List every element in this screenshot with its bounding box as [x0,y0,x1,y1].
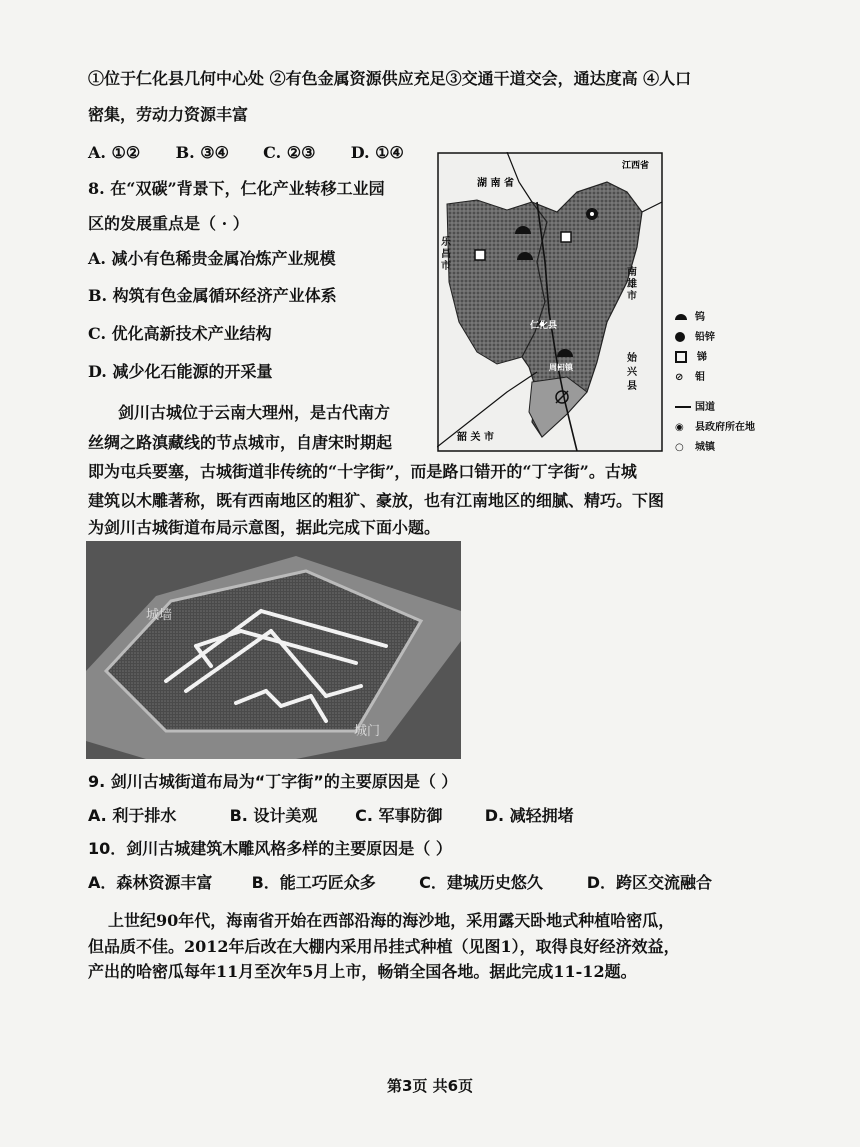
passage1-line2: 丝绸之路滇藏线的节点城市，自唐宋时期起 [88,433,393,452]
passage2-line2: 但品质不佳。2012年后改在大棚内采用吊挂式种植（见图1），取得良好经济效益， [88,937,680,956]
legend-lead-zinc: 铅锌 [675,328,755,348]
q7-statement-line2: 密集，劳动力资源丰富 [88,105,249,124]
q9-option-b[interactable]: B. 设计美观 [229,806,318,825]
q9-options [88,805,574,827]
legend-tungsten: 钨 [675,308,755,328]
map-label-lechang: 乐昌市 [441,237,451,272]
q7-statement-line1: ①位于仁化县几何中心处 ②有色金属资源供应充足③交通干道交会，通达度高 ④人口 [88,69,692,88]
q8-stem-line2: 区的发展重点是（ · ） [88,214,249,233]
renhua-county-map [437,152,767,452]
q10-option-d[interactable]: D．跨区交流融合 [586,873,713,892]
q10-option-b[interactable]: B．能工巧匠众多 [251,873,376,892]
q8-stem-line1: 8. 在“双碳”背景下，仁化产业转移工业园 [88,179,385,198]
q9-option-c[interactable]: C. 军事防御 [355,806,443,825]
q9-option-a[interactable]: A. 利于排水 [88,806,177,825]
q7-option-c[interactable]: C. ②③ [263,143,316,162]
map-label-shaoguan: 韶 关 市 [457,432,494,443]
legend-county-seat: ◉ 县政府所在地 [675,422,755,433]
q8-option-c[interactable]: C. 优化高新技术产业结构 [88,324,272,343]
passage2-line3: 产出的哈密瓜每年11月至次年5月上市，畅销全国各地。据此完成11-12题。 [88,962,637,981]
antimony-icon [475,250,485,260]
q8-option-a[interactable]: A. 减小有色稀贵金属冶炼产业规模 [88,249,336,268]
map-legend [675,308,755,458]
q7-option-d[interactable]: D. ①④ [350,143,404,162]
page-footer: 第3页 共6页 [386,1077,474,1095]
q7-options [88,142,404,164]
passage1-line3: 即为屯兵要塞，古城街道非传统的“十字街”，而是路口错开的“丁字街”。古城 [88,462,637,481]
photo-label-wall: 城墙 [146,608,173,623]
street-layout-svg [86,541,461,759]
q7-option-a[interactable]: A. ①② [88,143,141,162]
legend-molybdenum: ⊘ 钼 [675,372,705,383]
q10-option-a[interactable]: A．森林资源丰富 [88,873,213,892]
q9-stem: 9. 剑川古城街道布局为“丁字街”的主要原因是（ ） [88,772,458,791]
legend-town: ○ 城镇 [675,442,715,453]
q8-option-b[interactable]: B. 构筑有色金属循环经济产业体系 [88,286,337,305]
passage1-line4: 建筑以木雕著称，既有西南地区的粗犷、豪放，也有江南地区的细腻、精巧。下图 [88,491,665,510]
passage1-line5: 为剑川古城街道布局示意图，据此完成下面小题。 [88,518,441,537]
passage1-line1: 剑川古城位于云南大理州，是古代南方 [118,403,391,422]
q8-option-d[interactable]: D. 减少化石能源的开采量 [88,362,273,381]
legend-national-road: 国道 [675,398,755,418]
map-label-jiangxi: 江西省 [622,161,650,171]
q9-option-d[interactable]: D. 减轻拥堵 [484,806,574,825]
antimony-icon [561,232,571,242]
q10-stem: 10．剑川古城建筑木雕风格多样的主要原因是（ ） [88,839,452,858]
jianchuan-street-layout-photo [86,541,461,759]
photo-label-gate: 城门 [354,724,381,739]
map-label-hunan: 湖 南 省 [477,178,514,189]
map-label-town: 周田镇 [549,363,573,372]
q10-option-c[interactable]: C．建城历史悠久 [419,873,543,892]
map-label-shixing: 始 兴 县 [627,353,637,392]
map-label-renhua: 仁化县 [530,321,558,331]
legend-antimony: 锑 [675,348,755,368]
q10-options [88,872,712,894]
passage2-line1: 上世纪90年代，海南省开始在西部沿海的海沙地，采用露天卧地式种植哈密瓜， [108,911,675,930]
q7-option-b[interactable]: B. ③④ [175,143,229,162]
map-label-nanxiong: 南雄市 [627,267,637,302]
